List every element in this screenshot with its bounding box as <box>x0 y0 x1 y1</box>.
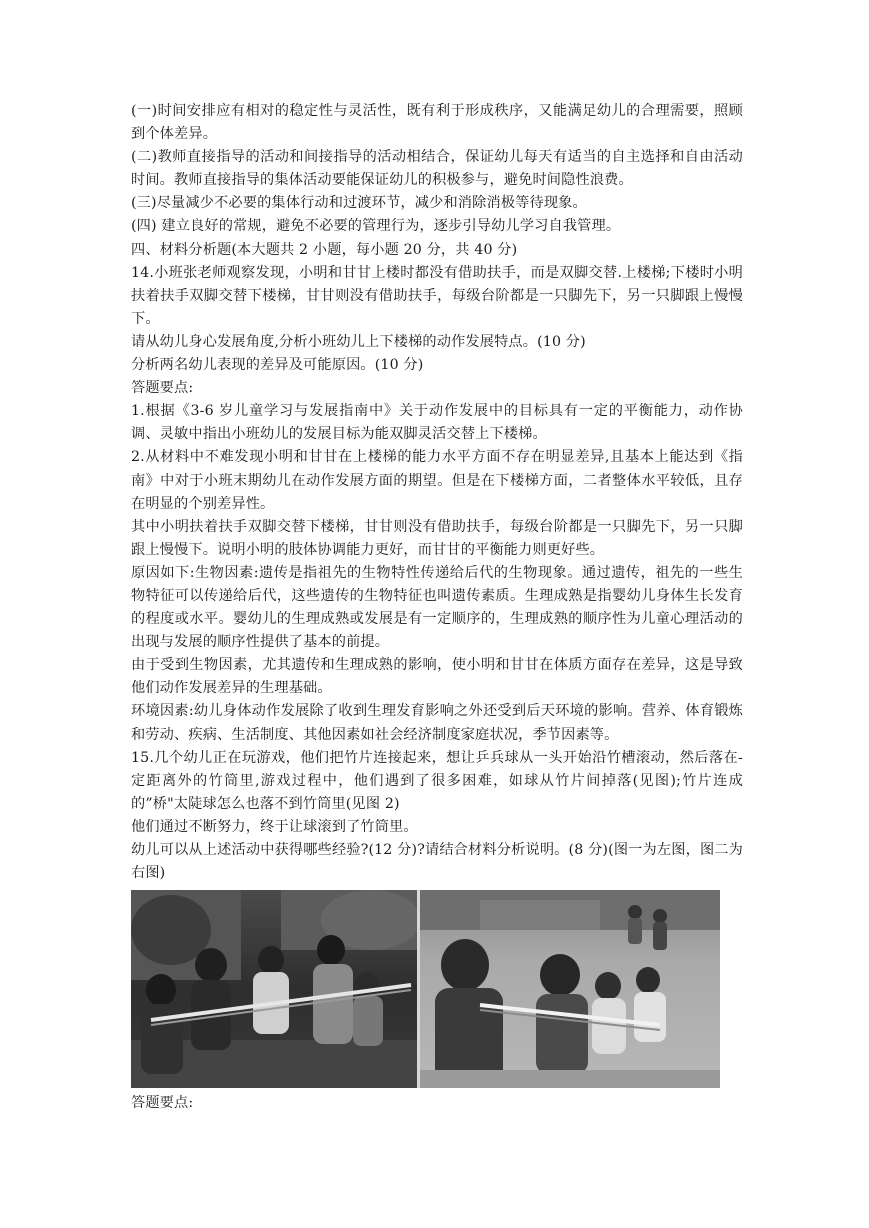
question-14-part-2: 分析两名幼儿表现的差异及可能原因。(10 分) <box>131 357 424 374</box>
section-heading-material-analysis: 四、材料分析题(本大题共 2 小题，每小题 20 分，共 40 分) <box>131 241 518 258</box>
answer-key-heading: 答题要点: <box>131 380 194 397</box>
photo-figure-1 <box>131 890 417 1088</box>
paragraph-reduce-collective-actions: (三)尽量减少不必要的集体行动和过渡环节，减少和消除消极等待现象。 <box>131 195 587 212</box>
question-15-text: 15.几个幼儿正在玩游戏，他们把竹片连接起来，想让乒兵球从一头开始沿竹槽滚动，然后落在-定距离外的竹筒里,游戏过程中，他们遇到了很多困难，如球从竹片间掉落(见图);竹片连成的”桥"太陡球怎么也落不到竹筒里(见图 2) <box>131 749 743 812</box>
answer-point-1: 1.根据《3-6 岁儿童学习与发展指南中》关于动作发展中的目标具有一定的平衡能力，动作协调、灵敏中指出小班幼儿的发展目标为能双脚灵活交替上下楼梯。 <box>131 403 743 443</box>
document-page <box>131 100 743 1115</box>
paragraph-good-routines: (四) 建立良好的常规，避免不必要的管理行为，逐步引导幼儿学习自我管理。 <box>131 218 621 235</box>
answer-biological-conclusion: 由于受到生物因素，尤其遗传和生理成熟的影响，使小明和甘甘在体质方面存在差异，这是导致他们动作发展差异的生理基础。 <box>131 657 743 697</box>
question-15-prompt: 幼儿可以从上述活动中获得哪些经验?(12 分)?请结合材料分析说明。(8 分)(图一为左图，图二为右图) <box>131 842 743 882</box>
answer-point-2: 2.从材料中不难发现小明和甘甘在上楼梯的能力水平方面不存在明显差异,且基本上能达到《指南》中对于小班末期幼儿在动作发展方面的期望。但是在下楼梯方面，二者整体水平较低，且存在明显的个别差异性。 <box>131 449 743 512</box>
answer-biological-factors: 原因如下:生物因素:遗传是指祖先的生物特性传递给后代的生物现象。通过遗传，祖先的一些生物特征可以传递给后代，这些遗传的生物特征也叫遗传素质。生理成熟是指婴幼儿身体生长发育的程度或水平。婴幼儿的生理成熟或发展是有一定顺序的，生理成熟的顺序性为儿童心理活动的出现与发展的顺序性提供了基本的前提。 <box>131 564 743 651</box>
answer-key-heading-2: 答题要点: <box>131 1095 194 1112</box>
photo-figure-2 <box>420 890 720 1088</box>
question-14-part-1: 请从幼儿身心发展角度,分析小班幼儿上下楼梯的动作发展特点。(10 分) <box>131 333 586 350</box>
answer-comparison: 其中小明扶着扶手双脚交替下楼梯，甘甘则没有借助扶手，每级台阶都是一只脚先下，另一只脚跟上慢慢下。说明小明的肢体协调能力更好，而甘甘的平衡能力则更好些。 <box>131 518 743 558</box>
question-14-text: 14.小班张老师观察发现，小明和甘甘上楼时都没有借助扶手，而是双脚交替.上楼梯;下楼时小明扶着扶手双脚交替下楼梯，甘甘则没有借助扶手，每级台阶都是一只脚先下，另一只脚跟上慢慢下。 <box>131 264 743 327</box>
paragraph-time-arrangement: (一)时间安排应有相对的稳定性与灵活性，既有利于形成秩序，又能满足幼儿的合理需要，照顾到个体差异。 <box>131 103 743 143</box>
activity-photos <box>131 890 720 1088</box>
answer-environmental-factors: 环境因素:幼儿身体动作发展除了收到生理发育影响之外还受到后天环境的影响。营养、体育锻炼和劳动、疾病、生活制度、其他因素如社会经济制度家庭状况，季节因素等。 <box>131 703 743 743</box>
paragraph-direct-indirect-guidance: (二)教师直接指导的活动和间接指导的活动相结合，保证幼儿每天有适当的自主选择和自由活动时间。教师直接指导的集体活动要能保证幼儿的积极参与，避免时间隐性浪费。 <box>131 149 743 189</box>
question-15-outcome: 他们通过不断努力，终于让球滚到了竹筒里。 <box>131 818 418 835</box>
